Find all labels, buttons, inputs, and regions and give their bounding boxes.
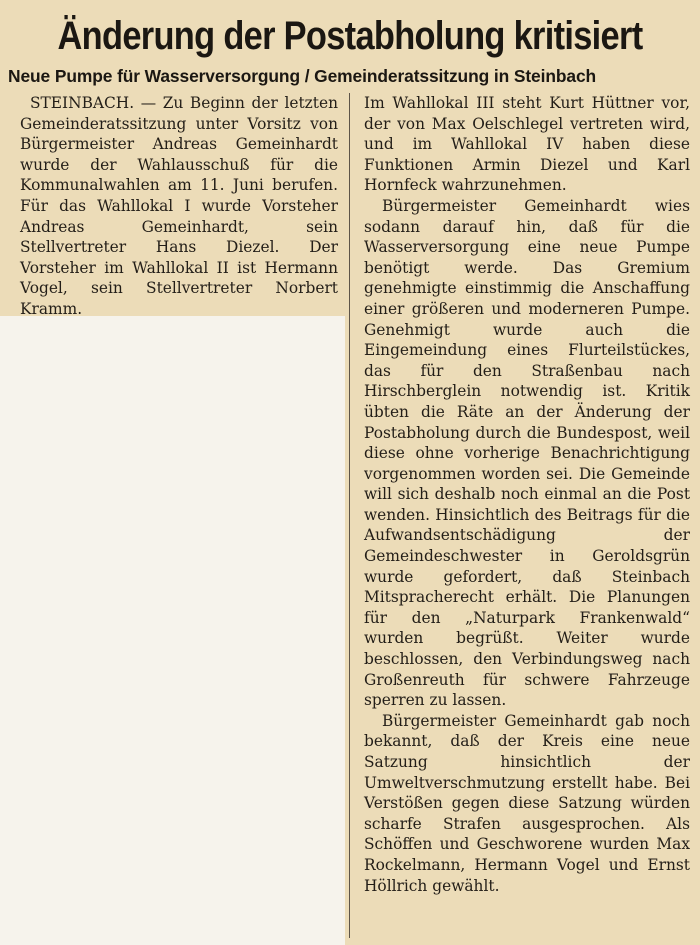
right-paragraph-2: Bürgermeister Gemeinhardt wies sodann darauf hin, daß für die Wasserversorgung eine neue Pumpe benötigt werde. Das Gremium genehmigte einstimmig die Anschaffung einer größeren und moderneren Pumpe. Genehmigt wurde auch die Eingemeindung eines Flurteilstückes, das für den Straßenbau nach Hirschberglein notwendig ist. Kritik übten die Räte an der Änderung der Postabholung durch die Bundespost, weil diese ohne vorherige Benachrichtigung vorgenommen worden sei. Die Gemeinde will sich deshalb noch einmal an die Post wenden. Hinsichtlich des Beitrags für die Aufwandsentschädigung der Gemeindeschwester in Geroldsgrün wurde gefordert, daß Steinbach Mitspracherecht erhält. Die Planungen für den „Naturpark Frankenwald“ wurden begrüßt. Weiter wurde beschlossen, den Verbindungsweg nach Großenreuth für schwere Fahrzeuge sperren zu lassen. (364, 196, 690, 710)
right-paragraph-3: Bürgermeister Gemeinhardt gab noch bekannt, daß der Kreis eine neue Satzung hinsichtlich der Umweltverschmutzung erstellt habe. Bei Verstößen gegen diese Satzung würden scharfe Strafen ausgesprochen. Als Schöffen und Geschworene wurden Max Rockelmann, Hermann Vogel und Ernst Höllrich gewählt. (364, 711, 690, 895)
right-column (364, 93, 690, 896)
subheadline: Neue Pumpe für Wasserversorgung / Gemeinderatssitzung in Steinbach (8, 66, 597, 86)
left-column (20, 93, 338, 320)
left-column-text: STEINBACH. — Zu Beginn der letzten Gemeinderatssitzung unter Vorsitz von Bürgermeister Andreas Gemeinhardt wurde der Wahlausschuß für die Kommunalwahlen am 11. Juni berufen. Für das Wahllokal I wurde Vorsteher Andreas Gemeinhardt, sein Stellvertreter Hans Diezel. Der Vorsteher im Wahllokal II ist Hermann Vogel, sein Stellvertreter Norbert Kramm. (20, 94, 338, 318)
right-paragraph-1: Im Wahllokal III steht Kurt Hüttner vor, der von Max Oelschlegel vertreten wird, und im Wahllokal IV haben diese Funktionen Armin Diezel und Karl Hornfeck wahrzunehmen. (364, 94, 690, 195)
headline: Änderung der Postabholung kritisiert (57, 14, 643, 58)
column-divider (349, 93, 350, 938)
